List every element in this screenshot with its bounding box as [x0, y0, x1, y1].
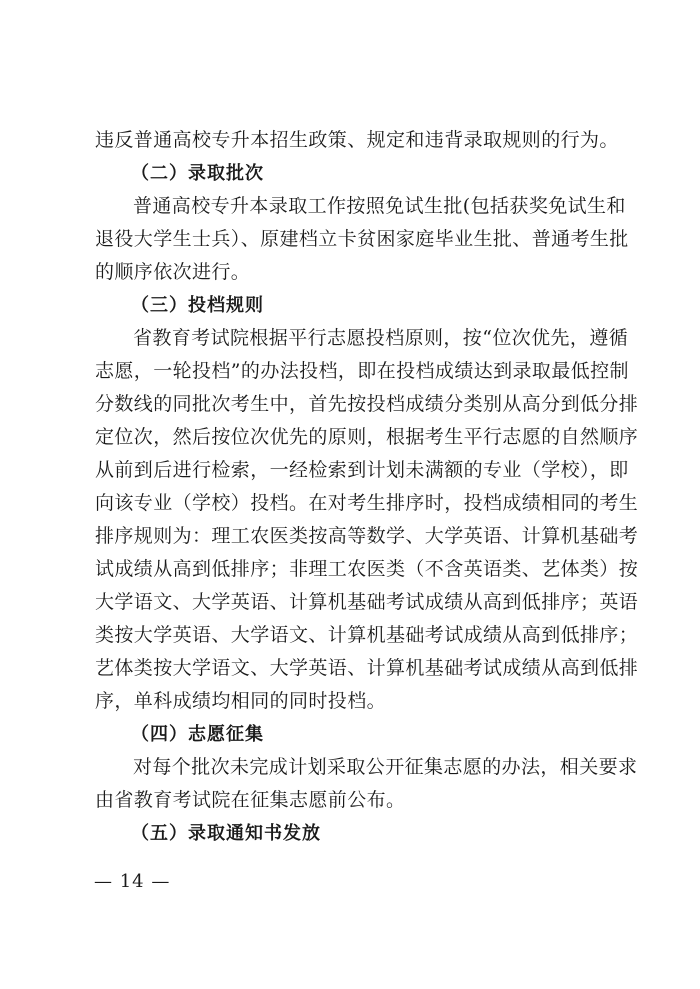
paragraph-line: 对每个批次未完成计划采取公开征集志愿的办法，相关要求 [133, 756, 638, 778]
paragraph-line: 类按大学英语、大学语文、计算机基础考试成绩从高到低排序； [95, 624, 639, 646]
paragraph-line: 序，单科成绩均相同的同时投档。 [95, 690, 387, 712]
paragraph-line: 大学语文、大学英语、计算机基础考试成绩从高到低排序；英语 [95, 591, 639, 613]
document-body [95, 124, 639, 850]
paragraph-line: 分数线的同批次考生中，首先按投档成绩分类别从高分到低分排 [95, 393, 639, 415]
paragraph-line: 定位次，然后按位次优先的原则，根据考生平行志愿的自然顺序 [95, 426, 639, 448]
section-heading-admission-batches: （二）录取批次 [131, 163, 264, 184]
paragraph-line: 艺体类按大学语文、大学英语、计算机基础考试成绩从高到低排 [95, 657, 639, 679]
section-heading-notice-issuance: （五）录取通知书发放 [131, 823, 321, 844]
paragraph-line: 排序规则为：理工农医类按高等数学、大学英语、计算机基础考 [95, 525, 639, 547]
paragraph-line: 违反普通高校专升本招生政策、规定和违背录取规则的行为。 [95, 129, 619, 151]
paragraph-line: 普通高校专升本录取工作按照免试生批(包括获奖免试生和 [133, 195, 626, 217]
section-heading-filing-rules: （三）投档规则 [131, 295, 264, 316]
section-heading-volunteer-collection: （四）志愿征集 [131, 724, 264, 745]
paragraph-line: 的顺序依次进行。 [95, 261, 251, 283]
paragraph-line: 省教育考试院根据平行志愿投档原则，按“位次优先，遵循 [133, 327, 629, 349]
paragraph-line: 向该专业（学校）投档。在对考生排序时，投档成绩相同的考生 [95, 492, 639, 514]
paragraph-line: 志愿，一轮投档”的办法投档，即在投档成绩达到录取最低控制 [95, 360, 629, 382]
paragraph-line: 退役大学生士兵）、原建档立卡贫困家庭毕业生批、普通考生批 [95, 228, 629, 250]
paragraph-line: 试成绩从高到低排序；非理工农医类（不含英语类、艺体类）按 [95, 558, 639, 580]
paragraph-line: 从前到后进行检索，一经检索到计划未满额的专业（学校），即 [95, 459, 629, 481]
page-number: — 14 — [94, 871, 171, 892]
paragraph-line: 由省教育考试院在征集志愿前公布。 [95, 789, 406, 811]
